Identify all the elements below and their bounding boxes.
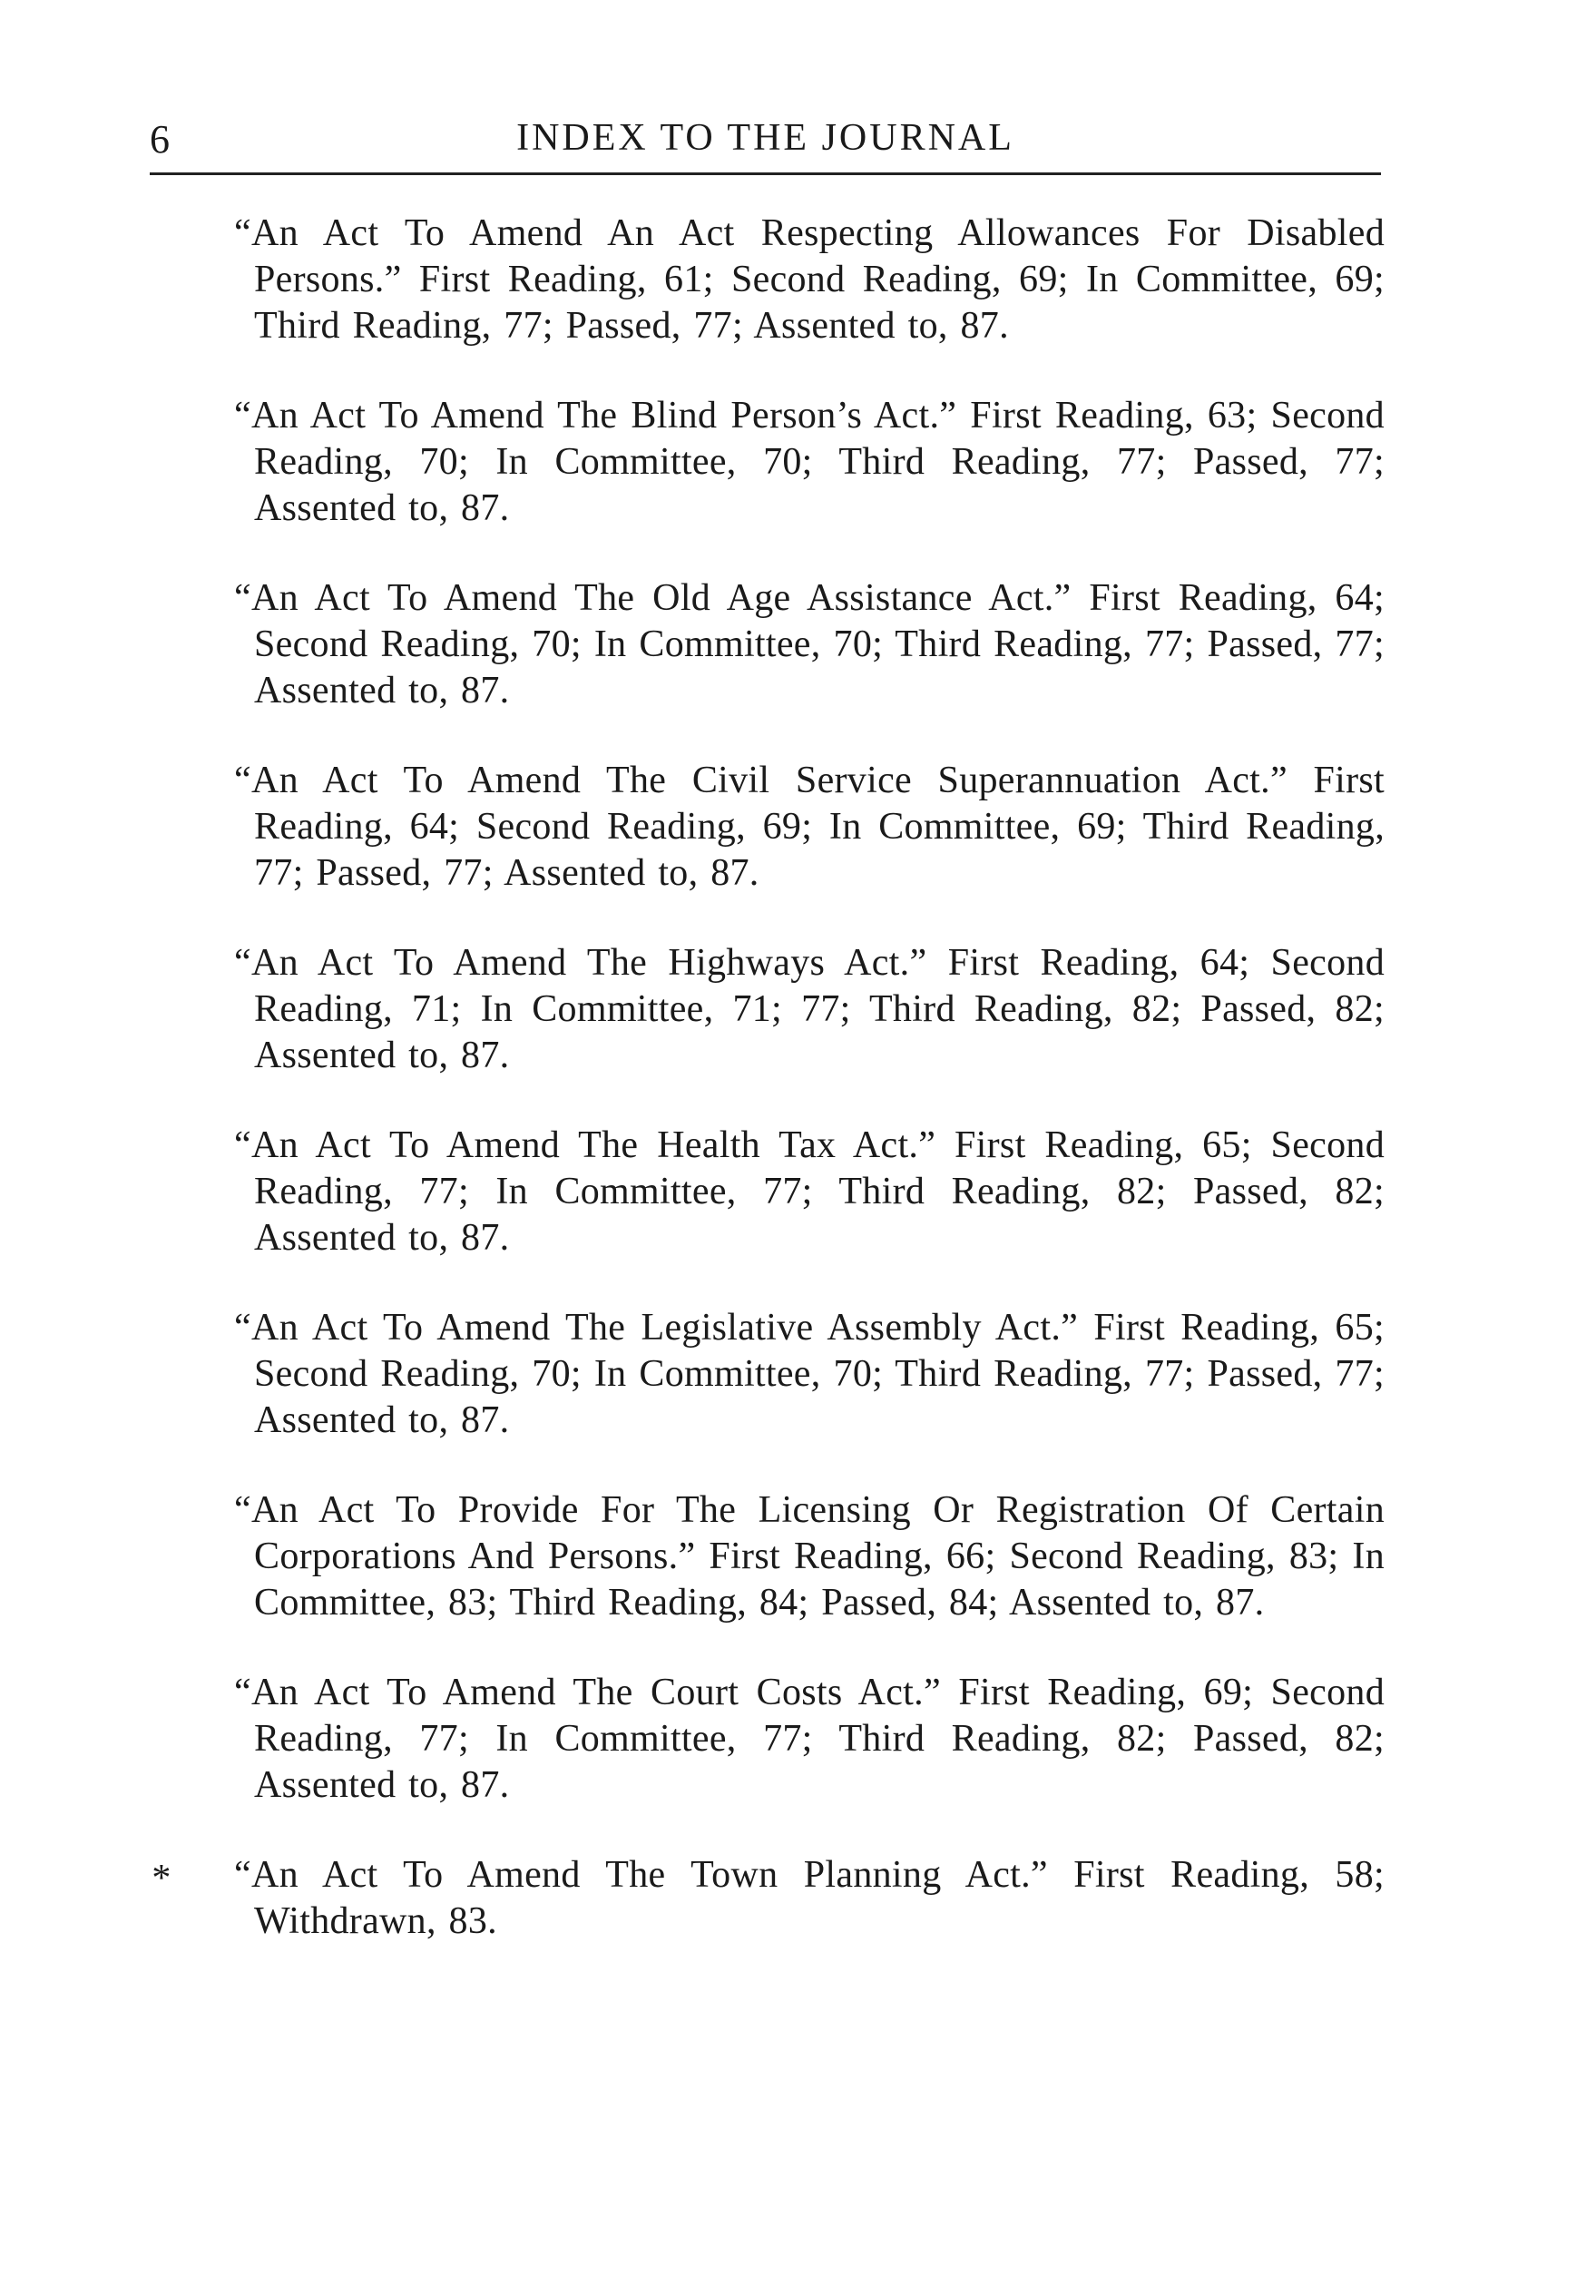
entry-text: “An Act To Amend The Old Age Assistance Act.” First Reading, 64; Second Reading, 70; In Committee, 70; Third Reading, 77; Passed, 77; Assented to, 87. [234,577,1385,711]
index-entry [234,1670,1385,1809]
index-entry [234,1487,1385,1626]
index-entry [234,575,1385,714]
page-number: 6 [150,117,171,162]
entry-text: “An Act To Amend The Town Planning Act.” First Reading, 58; Withdrawn, 83. [234,1854,1385,1942]
entry-text: “An Act To Amend The Highways Act.” First Reading, 64; Second Reading, 71; In Committee, 71; 77; Third Reading, 82; Passed, 82; Assented to, 87. [234,942,1385,1076]
entry-text: “An Act To Amend The Legislative Assembly Act.” First Reading, 65; Second Reading, 70; In Committee, 70; Third Reading, 77; Passed, 77; Assented to, 87. [234,1307,1385,1441]
running-title: INDEX TO THE JOURNAL [516,117,1014,159]
index-entry [234,758,1385,897]
index-entry [152,1852,1385,1945]
header-rule [150,172,1381,175]
entry-text: “An Act To Amend The Civil Service Superannuation Act.” First Reading, 64; Second Reading, 69; In Committee, 69; Third Reading, 77; Passed, 77; Assented to, 87. [234,760,1385,894]
index-entry [234,393,1385,532]
index-entry [234,1123,1385,1261]
asterisk-marker: * [152,1858,171,1899]
page-header [150,116,1381,171]
index-entry [234,940,1385,1079]
entry-text: “An Act To Amend The Court Costs Act.” First Reading, 69; Second Reading, 77; In Committee, 77; Third Reading, 82; Passed, 82; Assented to, 87. [234,1672,1385,1806]
entry-text: “An Act To Provide For The Licensing Or Registration Of Certain Corporations And Persons.” First Reading, 66; Second Reading, 83; In Committee, 83; Third Reading, 84; Passed, 84; Assented to, 87. [234,1489,1385,1624]
index-entries [152,211,1385,1988]
entry-text: “An Act To Amend The Health Tax Act.” First Reading, 65; Second Reading, 77; In Committee, 77; Third Reading, 82; Passed, 82; Assented to, 87. [234,1124,1385,1259]
index-entry [234,1305,1385,1444]
entry-text: “An Act To Amend The Blind Person’s Act.” First Reading, 63; Second Reading, 70; In Committee, 70; Third Reading, 77; Passed, 77; Assented to, 87. [234,395,1385,529]
entry-text: “An Act To Amend An Act Respecting Allowances For Disabled Persons.” First Reading, 61; Second Reading, 69; In Committee, 69; Third Reading, 77; Passed, 77; Assented to, 87. [234,212,1385,347]
index-entry [234,211,1385,349]
